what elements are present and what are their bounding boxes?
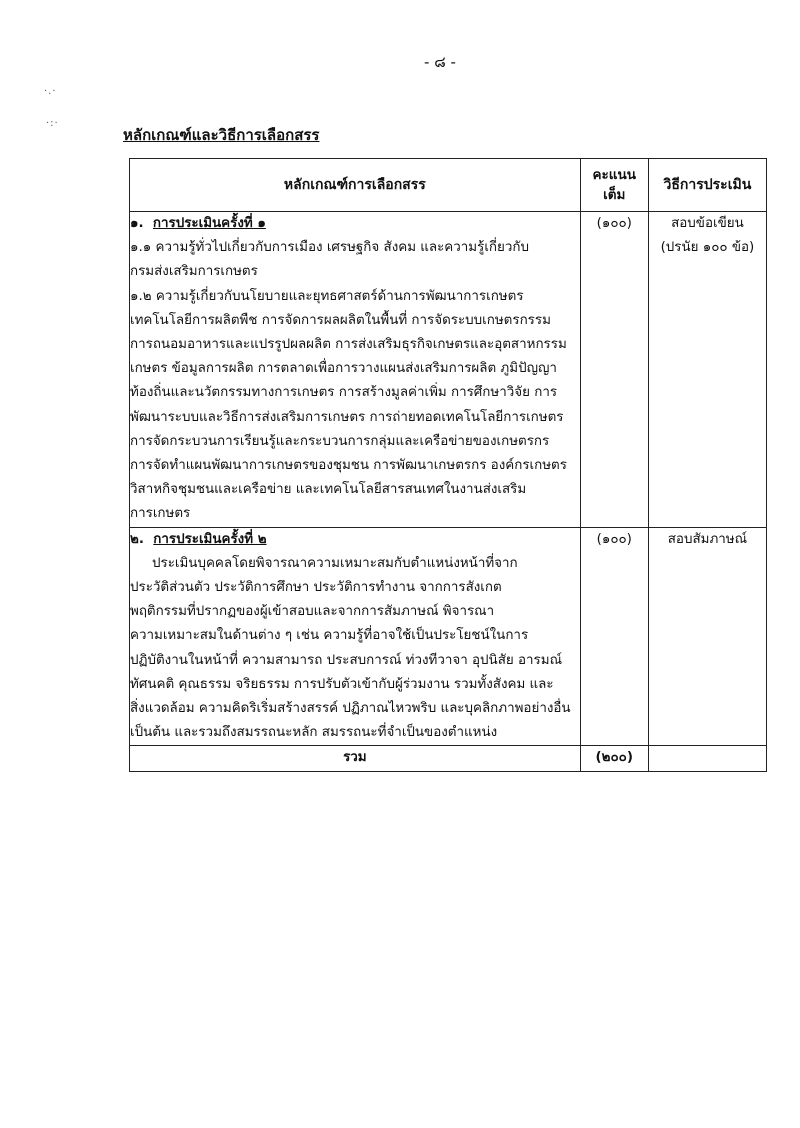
- item-number: ๒.: [130, 531, 144, 547]
- total-label: รวม: [130, 746, 581, 771]
- section-title: หลักเกณฑ์และวิธีการเลือกสรร: [123, 126, 320, 144]
- text-line: การจัดทำแผนพัฒนาการเกษตรของชุมชน การพัฒนาเกษตรกร องค์กรเกษตร: [130, 458, 567, 474]
- text-line: เป็นต้น และรวมถึงสมรรถนะหลัก สมรรถนะที่จำเป็นของตำแหน่ง: [130, 725, 498, 741]
- text-line: ๑.๑ ความรู้ทั่วไปเกี่ยวกับการเมือง เศรษฐกิจ สังคม และความรู้เกี่ยวกับ: [130, 240, 529, 256]
- criteria-cell: [130, 527, 581, 746]
- total-score: (๒๐๐): [580, 746, 648, 771]
- criteria-cell: [130, 212, 581, 528]
- margin-mark: ·.·: [44, 86, 57, 97]
- total-method: [648, 746, 766, 771]
- text-line: ท้องถิ่นและนวัตกรรมทางการเกษตร การสร้างมูลค่าเพิ่ม การศึกษาวิจัย การ: [130, 385, 558, 401]
- method-line: สอบสัมภาษณ์: [667, 531, 748, 547]
- text-line: ปฏิบัติงานในหน้าที่ ความสามารถ ประสบการณ์ ท่วงทีวาจา อุปนิสัย อารมณ์: [130, 652, 562, 668]
- method-line: สอบข้อเขียน: [671, 216, 744, 231]
- text-line: ความเหมาะสมในด้านต่าง ๆ เช่น ความรู้ที่อาจใช้เป็นประโยชน์ในการ: [130, 628, 529, 644]
- header-criteria: หลักเกณฑ์การเลือกสรร: [130, 159, 581, 212]
- total-row: [130, 746, 767, 771]
- method-cell: [648, 212, 766, 528]
- method-line: (ปรนัย ๑๐๐ ข้อ): [660, 240, 755, 256]
- method-cell: [648, 527, 766, 746]
- margin-mark: ·:·: [46, 118, 59, 129]
- item-title: การประเมินครั้งที่ ๒: [153, 531, 267, 547]
- text-line: ๑.๒ ความรู้เกี่ยวกับนโยบายและยุทธศาสตร์ด้านการพัฒนาการเกษตร: [130, 288, 524, 304]
- item-heading: [130, 212, 580, 236]
- table-header-row: [130, 159, 767, 212]
- text-line: ทัศนคติ คุณธรรม จริยธรรม การปรับตัวเข้ากับผู้ร่วมงาน รวมทั้งสังคม และ: [130, 676, 554, 692]
- item-title: การประเมินครั้งที่ ๑: [152, 216, 266, 231]
- text-line: การถนอมอาหารและแปรรูปผลผลิต การส่งเสริมธุรกิจเกษตรและอุตสาหกรรม: [130, 337, 567, 353]
- header-full-score-line1: คะแนน: [592, 167, 636, 183]
- criteria-table: [129, 158, 767, 772]
- text-line: เทคโนโลยีการผลิตพืช การจัดการผลผลิตในพื้นที่ การจัดระบบเกษตรกรรม: [130, 312, 551, 328]
- score-cell: (๑๐๐): [580, 212, 648, 528]
- table-row: [130, 212, 767, 528]
- text-line: ประวัติส่วนตัว ประวัติการศึกษา ประวัติการทำงาน จากการสังเกต: [130, 580, 502, 596]
- text-line: พฤติกรรมที่ปรากฏของผู้เข้าสอบและจากการสัมภาษณ์ พิจารณา: [130, 604, 495, 620]
- text-line: เกษตร ข้อมูลการผลิต การตลาดเพื่อการวางแผนส่งเสริมการผลิต ภูมิปัญญา: [130, 361, 557, 377]
- text-line: การจัดกระบวนการเรียนรู้และกระบวนการกลุ่มและเครือข่ายของเกษตรกร: [130, 433, 550, 449]
- item-number: ๑.: [130, 216, 144, 231]
- table-row: [130, 527, 767, 746]
- item-heading: [130, 528, 580, 552]
- text-line: สิ่งแวดล้อม ความคิดริเริ่มสร้างสรรค์ ปฏิภาณไหวพริบ และบุคลิกภาพอย่างอื่น: [130, 701, 571, 717]
- text-line: ประเมินบุคคลโดยพิจารณาความเหมาะสมกับตำแหน่งหน้าที่จาก: [152, 555, 518, 571]
- text-line: กรมส่งเสริมการเกษตร: [130, 264, 258, 280]
- header-full-score-line2: เต็ม: [603, 187, 626, 203]
- text-line: พัฒนาระบบและวิธีการส่งเสริมการเกษตร การถ่ายทอดเทคโนโลยีการเกษตร: [130, 409, 564, 425]
- header-method: วิธีการประเมิน: [648, 159, 766, 212]
- score-cell: (๑๐๐): [580, 527, 648, 746]
- header-full-score: [580, 159, 648, 212]
- page-number: - ๘ -: [424, 53, 456, 71]
- text-line: วิสาหกิจชุมชนและเครือข่าย และเทคโนโลยีสารสนเทศในงานส่งเสริม: [130, 482, 527, 498]
- text-line: การเกษตร: [130, 506, 191, 522]
